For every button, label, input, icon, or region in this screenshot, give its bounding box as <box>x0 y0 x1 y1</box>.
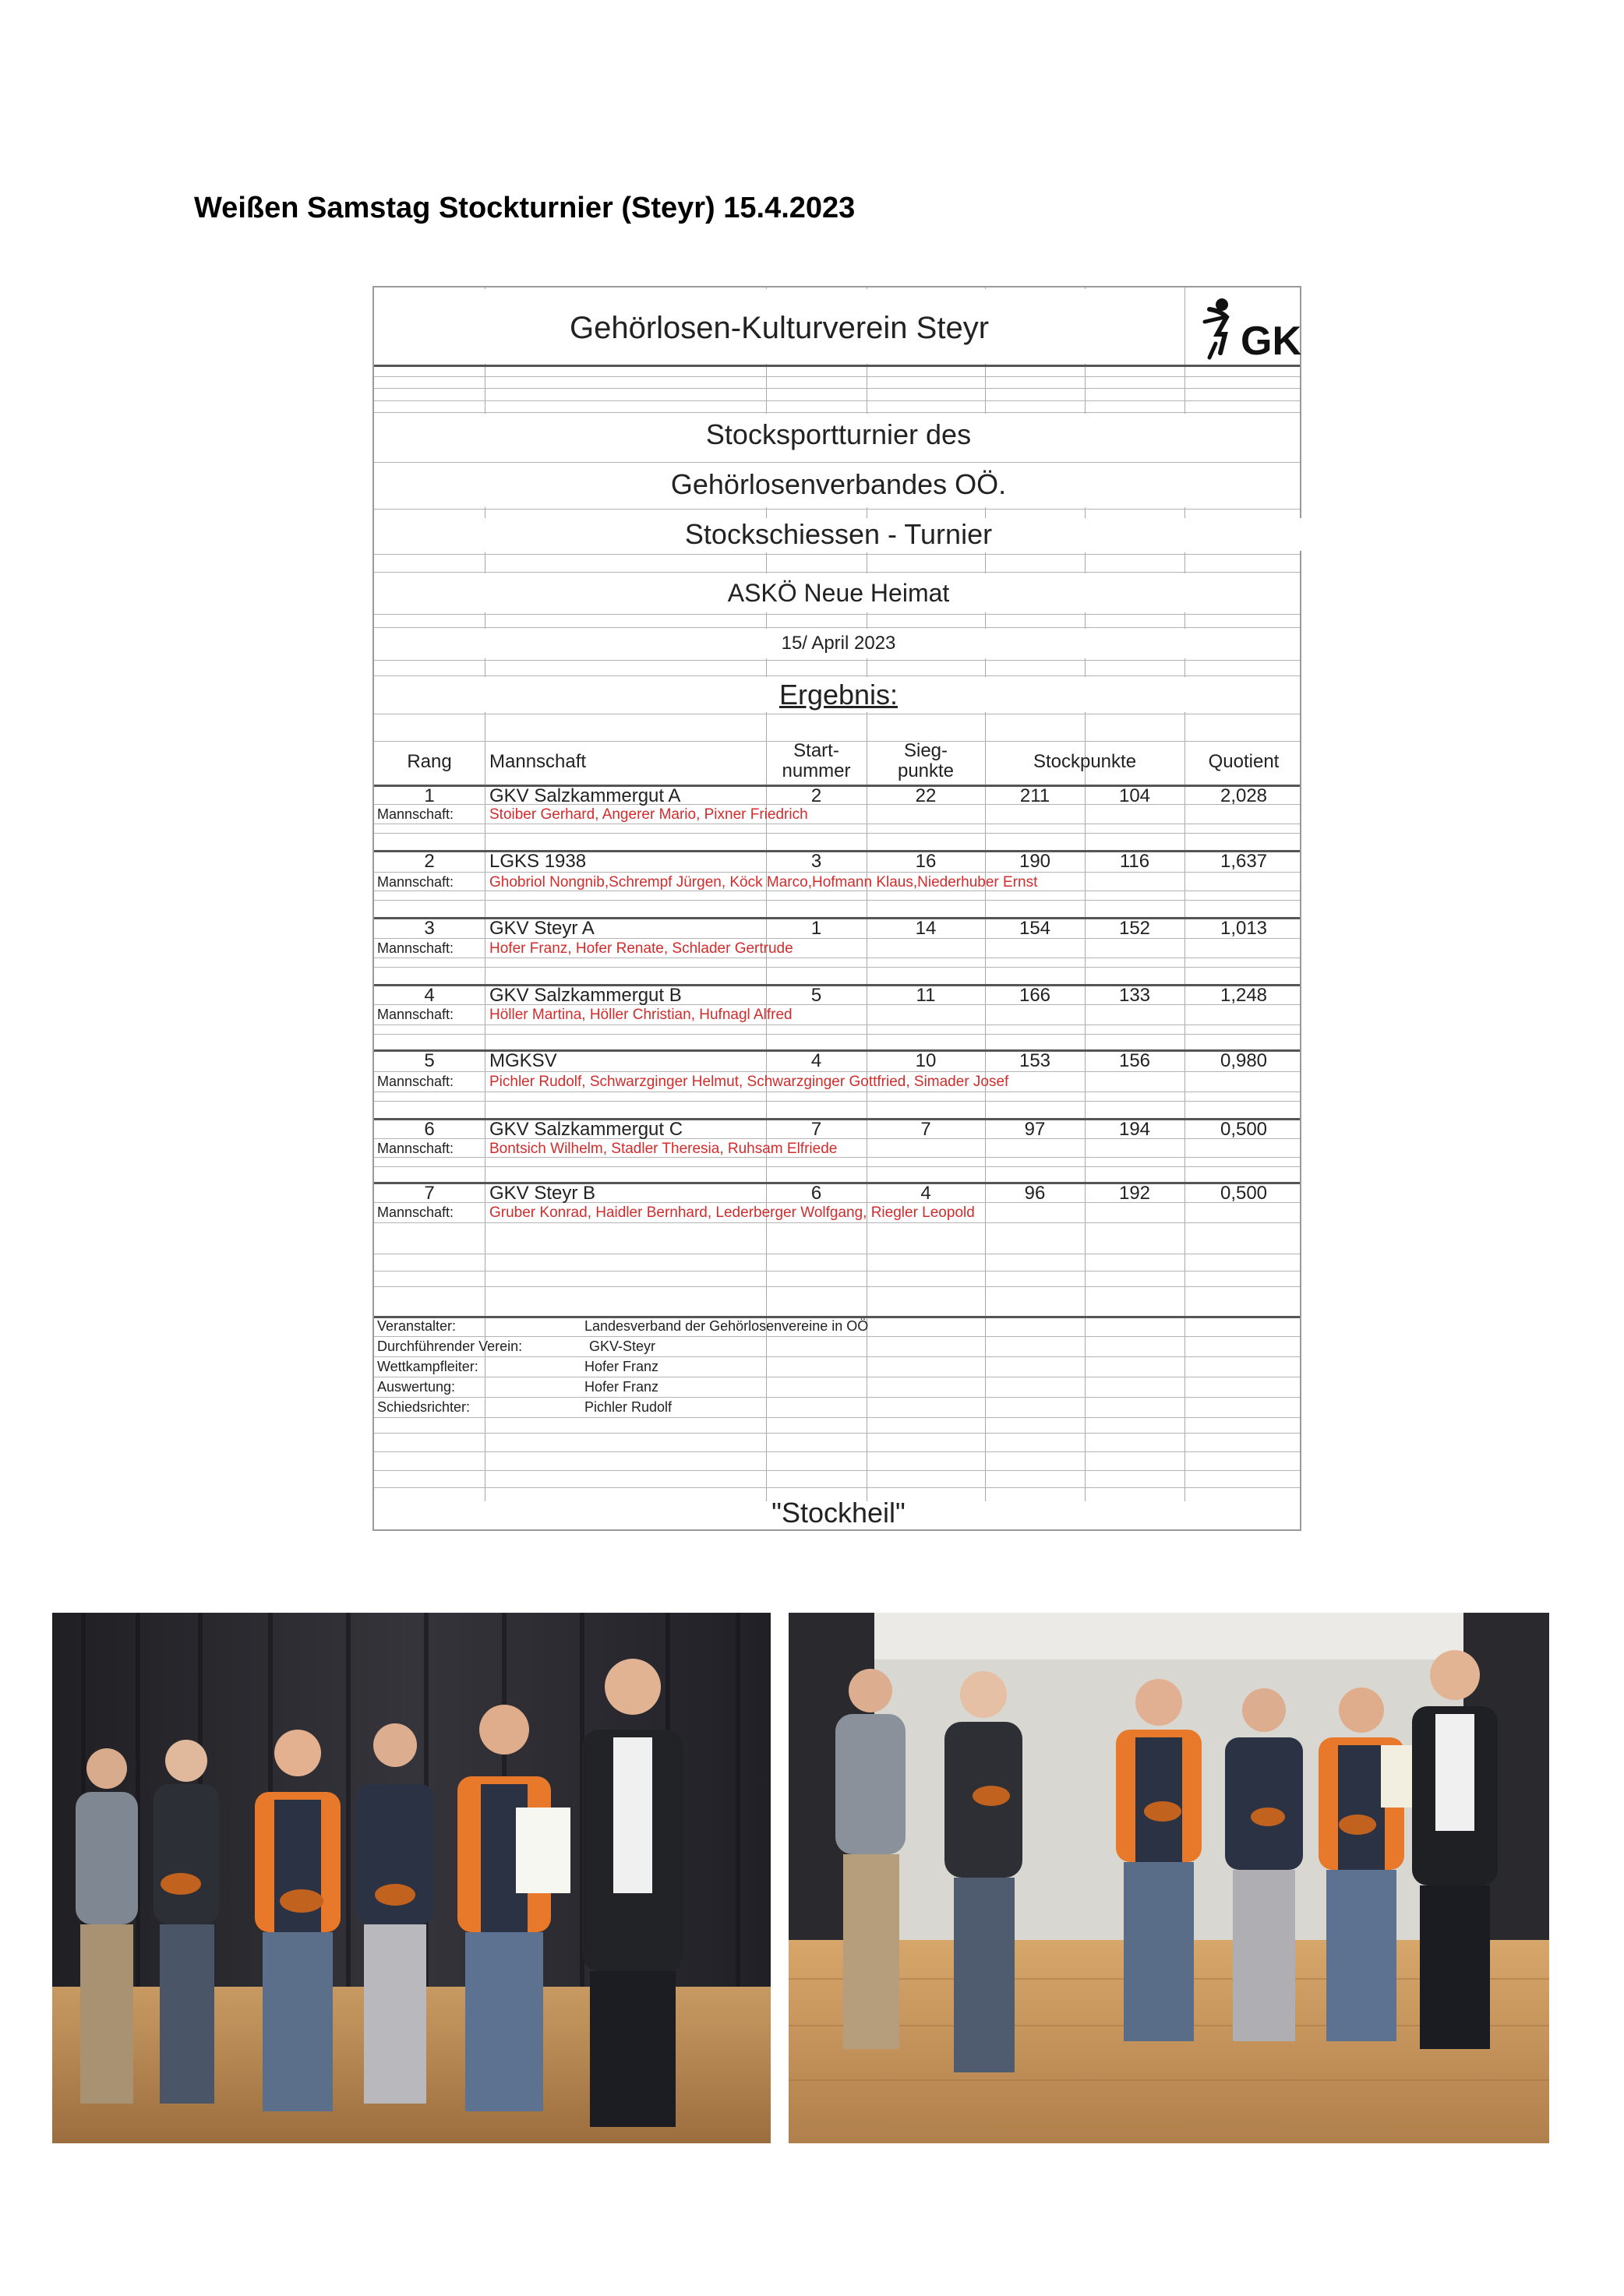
team-members: Gruber Konrad, Haidler Bernhard, Lederberger Wolfgang, Riegler Leopold <box>489 1204 975 1221</box>
official-value: Hofer Franz <box>584 1359 659 1374</box>
heading-line-1: Stocksportturnier des <box>705 418 972 450</box>
stock-points-for: 154 <box>1019 918 1051 939</box>
official-label: Wettkampfleiter: <box>377 1359 478 1374</box>
team-members: Hofer Franz, Hofer Renate, Schlader Gertrude <box>489 940 793 957</box>
official-value: Hofer Franz <box>584 1379 659 1395</box>
rank: 1 <box>424 785 435 806</box>
award-photo-left <box>52 1613 771 2143</box>
club-logo <box>1194 294 1301 364</box>
quotient: 0,500 <box>1220 1183 1268 1204</box>
quotient: 1,637 <box>1220 851 1268 872</box>
members-label: Mannschaft: <box>377 940 454 956</box>
col-wins-line1: Sieg- <box>903 740 948 761</box>
heading-line-3: Stockschiessen - Turnier <box>374 518 1303 551</box>
win-points: 7 <box>920 1119 931 1140</box>
rank: 7 <box>424 1183 435 1204</box>
team-name: GKV Salzkammergut C <box>489 1119 683 1140</box>
start-number: 6 <box>810 1183 822 1204</box>
stock-points-against: 192 <box>1118 1183 1151 1204</box>
stock-points-against: 152 <box>1118 918 1151 939</box>
rank: 2 <box>424 851 435 872</box>
start-number: 7 <box>810 1119 822 1140</box>
col-rank: Rang <box>407 751 452 772</box>
team-name: MGKSV <box>489 1050 557 1071</box>
bowler-icon <box>1194 294 1301 364</box>
page-title: Weißen Samstag Stockturnier (Steyr) 15.4.2023 <box>194 192 856 224</box>
rank: 3 <box>424 918 435 939</box>
stock-points-for: 190 <box>1019 851 1051 872</box>
official-label: Durchführender Verein: <box>377 1338 523 1354</box>
stock-points-against: 133 <box>1118 985 1151 1006</box>
start-number: 4 <box>810 1050 822 1071</box>
stock-points-for: 97 <box>1024 1119 1046 1140</box>
result-heading: Ergebnis: <box>778 679 898 711</box>
team-name: GKV Salzkammergut B <box>489 985 682 1006</box>
quotient: 1,248 <box>1220 985 1268 1006</box>
stock-points-against: 116 <box>1119 851 1150 872</box>
official-label: Auswertung: <box>377 1379 456 1395</box>
stock-points-for: 166 <box>1019 985 1051 1006</box>
members-label: Mannschaft: <box>377 1141 454 1156</box>
quotient: 0,980 <box>1220 1050 1268 1071</box>
team-name: GKV Steyr B <box>489 1183 596 1204</box>
members-label: Mannschaft: <box>377 874 454 890</box>
win-points: 10 <box>915 1050 937 1071</box>
official-value: Pichler Rudolf <box>584 1399 673 1415</box>
official-label: Veranstalter: <box>377 1318 457 1334</box>
official-label: Schiedsrichter: <box>377 1399 471 1415</box>
quotient: 0,500 <box>1220 1119 1268 1140</box>
stock-points-for: 211 <box>1019 785 1050 806</box>
rank: 5 <box>424 1050 435 1071</box>
team-members: Stoiber Gerhard, Angerer Mario, Pixner Friedrich <box>489 806 808 823</box>
start-number: 5 <box>810 985 822 1006</box>
quotient: 2,028 <box>1220 785 1268 806</box>
col-start-line1: Start- <box>793 740 839 761</box>
col-wins-line2: punkte <box>897 760 955 781</box>
start-number: 2 <box>810 785 822 806</box>
members-label: Mannschaft: <box>377 1074 454 1089</box>
stock-points-against: 104 <box>1118 785 1151 806</box>
members-label: Mannschaft: <box>377 806 454 822</box>
team-members: Pichler Rudolf, Schwarzginger Helmut, Schwarzginger Gottfried, Simader Josef <box>489 1074 1009 1090</box>
team-members: Bontsich Wilhelm, Stadler Theresia, Ruhsam Elfriede <box>489 1141 838 1157</box>
stock-points-against: 156 <box>1118 1050 1151 1071</box>
club-name: Gehörlosen-Kulturverein Steyr <box>569 311 990 345</box>
win-points: 11 <box>916 985 936 1006</box>
stock-points-for: 96 <box>1024 1183 1046 1204</box>
official-value: Landesverband der Gehörlosenvereine in OÖ <box>584 1318 869 1334</box>
win-points: 22 <box>915 785 937 806</box>
quotient: 1,013 <box>1220 918 1268 939</box>
team-name: LGKS 1938 <box>489 851 587 872</box>
official-value: GKV-Steyr <box>589 1338 656 1354</box>
members-label: Mannschaft: <box>377 1204 454 1220</box>
team-name: GKV Salzkammergut A <box>489 785 681 806</box>
start-number: 3 <box>810 851 822 872</box>
heading-line-2: Gehörlosenverbandes OÖ. <box>670 468 1007 500</box>
col-start-line2: nummer <box>782 760 851 781</box>
venue: ASKÖ Neue Heimat <box>727 579 950 607</box>
win-points: 16 <box>915 851 937 872</box>
win-points: 14 <box>915 918 937 939</box>
rank: 6 <box>424 1119 435 1140</box>
stock-points-for: 153 <box>1019 1050 1051 1071</box>
closing-greeting: "Stockheil" <box>771 1497 906 1529</box>
result-sheet <box>372 286 1301 1531</box>
rank: 4 <box>424 985 435 1006</box>
col-team: Mannschaft <box>489 751 587 772</box>
team-members: Höller Martina, Höller Christian, Hufnagl Alfred <box>489 1007 793 1023</box>
team-members: Ghobriol Nongnib,Schrempf Jürgen, Köck Marco,Hofmann Klaus,Niederhuber Ernst <box>489 874 1038 891</box>
members-label: Mannschaft: <box>377 1007 454 1022</box>
team-name: GKV Steyr A <box>489 918 595 939</box>
grid-line <box>374 365 1300 367</box>
win-points: 4 <box>920 1183 931 1204</box>
award-photo-right <box>789 1613 1549 2143</box>
stock-points-against: 194 <box>1118 1119 1151 1140</box>
logo-letters: GK <box>1241 319 1301 364</box>
event-date: 15/ April 2023 <box>781 633 896 654</box>
col-stockpunkte: Stockpunkte <box>1033 751 1137 772</box>
start-number: 1 <box>810 918 822 939</box>
col-quotient: Quotient <box>1208 751 1280 772</box>
